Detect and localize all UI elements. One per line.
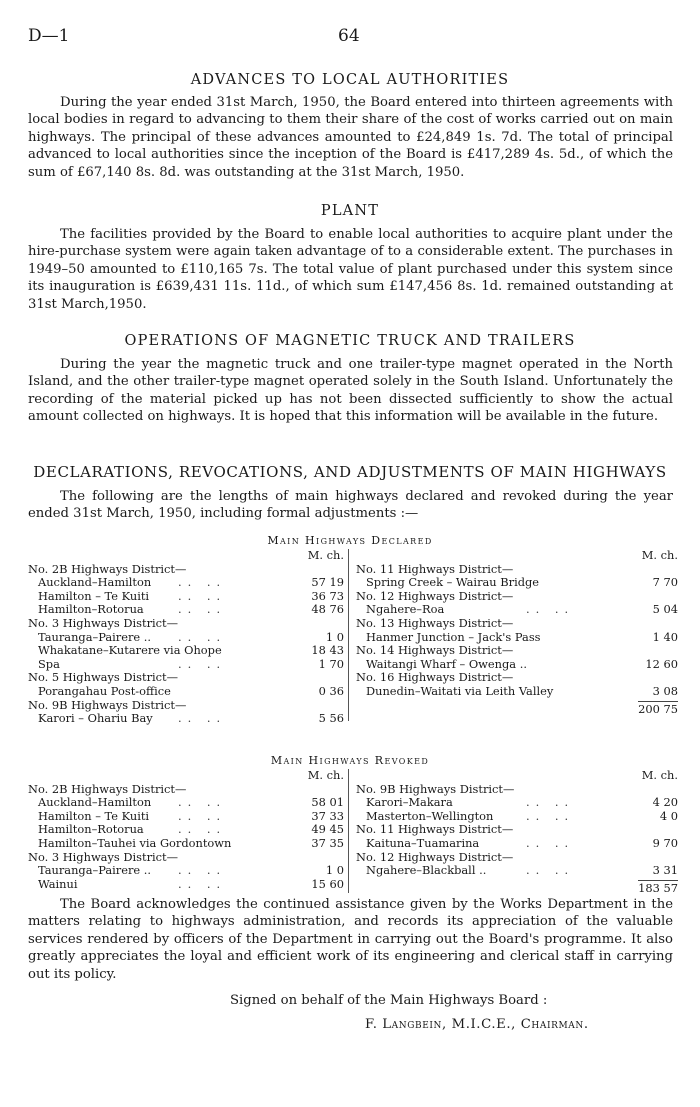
highway-row: [28, 823, 350, 837]
length-value: 5 56: [318, 711, 344, 726]
highway-row: [28, 837, 350, 851]
leader-dots: .. ..: [526, 795, 575, 810]
district-row: [356, 563, 680, 577]
highway-name: Whakatane–Kutarere via Ohope: [38, 643, 222, 658]
highway-name: Hamilton–Rotorua: [38, 822, 144, 837]
highway-row: [28, 864, 350, 878]
declarations-heading: DECLARATIONS, REVOCATIONS, AND ADJUSTMENTS OF MAIN HIGHWAYS: [33, 463, 667, 481]
length-value: 3 31: [652, 863, 678, 878]
highway-row: [28, 644, 350, 658]
acknowledgement-paragraph: [28, 896, 673, 983]
highway-name: Ngahere–Roa: [366, 602, 445, 617]
leader-dots: .. ..: [178, 575, 227, 590]
leader-dots: .. ..: [178, 863, 227, 878]
leader-dots: .. ..: [526, 808, 575, 823]
declared-total: 200 75: [638, 701, 678, 716]
length-value: 58 01: [311, 795, 344, 810]
highway-row: [356, 837, 680, 851]
district-row: [28, 851, 350, 865]
unit-label: M. ch.: [641, 548, 678, 562]
district-row: [356, 617, 680, 631]
highway-name: Hamilton – Te Kuiti: [38, 588, 150, 603]
revoked-total: 183 57: [638, 880, 678, 895]
highway-name: Karori–Makara: [366, 795, 453, 810]
length-value: 37 33: [311, 808, 344, 823]
district-row: [356, 590, 680, 604]
signatory-name: F. Langbein, M.I.C.E., Chairman.: [365, 1017, 589, 1032]
length-value: 1 0: [325, 863, 344, 878]
leader-dots: .. ..: [178, 808, 227, 823]
highway-name: No. 5 Highways District—: [28, 670, 179, 685]
plant-paragraph: [28, 226, 673, 313]
highway-row: [28, 685, 350, 699]
length-value: 15 60: [311, 876, 344, 891]
highway-name: Porangahau Post-office: [38, 683, 171, 698]
revoked-table: [28, 769, 680, 909]
highway-row: [356, 631, 680, 645]
highway-name: Hamilton – Te Kuiti: [38, 808, 150, 823]
leader-dots: .. ..: [178, 822, 227, 837]
highway-row: [356, 658, 680, 672]
district-row: [356, 644, 680, 658]
length-value: 0 36: [318, 683, 344, 698]
page-number: 64: [338, 26, 360, 46]
plant-heading: PLANT: [320, 203, 380, 219]
advances-paragraph: [28, 94, 673, 181]
length-value: 4 20: [652, 795, 678, 810]
leader-dots: .. ..: [178, 629, 227, 644]
length-value: 48 76: [311, 602, 344, 617]
length-value: 1 40: [652, 629, 678, 644]
highway-row: [28, 576, 350, 590]
advances-text: During the year ended 31st March, 1950, the Board entered into thirteen agreements with local bodies in regard to advancing to them their share of the cost of works carried out on main highways. The principal of these advances amounted to £24,849 1s. 7d. The total of principal advanced to local authorities since the inception of the Board is £417,289 4s. 5d., of which the sum of £67,140 8s. 8d. was outstanding at the 31st March, 1950.: [28, 95, 673, 180]
leader-dots: .. ..: [178, 588, 227, 603]
magnetic-paragraph: [28, 356, 673, 426]
highway-row: [356, 864, 680, 878]
highway-row: [28, 878, 350, 892]
district-row: [356, 851, 680, 865]
district-row: [356, 783, 680, 797]
leader-dots: .. ..: [526, 863, 575, 878]
highway-name: Auckland–Hamilton: [38, 795, 152, 810]
signature-line: Signed on behalf of the Main Highways Board :: [230, 993, 548, 1008]
length-value: 37 35: [311, 835, 344, 850]
length-value: 9 70: [652, 835, 678, 850]
length-value: 49 45: [311, 822, 344, 837]
leader-dots: .. ..: [178, 602, 227, 617]
highway-name: Ngahere–Blackball ..: [366, 863, 487, 878]
revoked-left-column: [28, 769, 350, 891]
highway-name: No. 12 Highways District—: [356, 588, 514, 603]
highway-row: [28, 603, 350, 617]
magnetic-heading: OPERATIONS OF MAGNETIC TRUCK AND TRAILERS: [124, 333, 576, 349]
declared-table: [28, 549, 680, 749]
length-value: 1 0: [325, 629, 344, 644]
district-row: [28, 699, 350, 713]
highway-name: Waitangi Wharf – Owenga ..: [366, 656, 527, 671]
district-row: [28, 783, 350, 797]
highway-name: Tauranga–Pairere ..: [38, 863, 152, 878]
length-value: 5 04: [652, 602, 678, 617]
length-value: 36 73: [311, 588, 344, 603]
declared-left-column: [28, 549, 350, 726]
highway-row: [28, 658, 350, 672]
highway-name: No. 3 Highways District—: [28, 849, 179, 864]
highway-name: Kaituna–Tuamarina: [366, 835, 480, 850]
declared-subheading: Main Highways Declared: [267, 534, 433, 547]
length-value: 57 19: [311, 575, 344, 590]
length-value: 3 08: [652, 683, 678, 698]
length-value: 12 60: [645, 656, 678, 671]
highway-row: [356, 810, 680, 824]
highway-row: [28, 810, 350, 824]
highway-row: [28, 712, 350, 726]
highway-name: Tauranga–Pairere ..: [38, 629, 152, 644]
length-value: 4 0: [659, 808, 678, 823]
leader-dots: .. ..: [526, 835, 575, 850]
unit-label: M. ch.: [641, 768, 678, 782]
unit-label: M. ch.: [307, 548, 344, 562]
highway-name: No. 11 Highways District—: [356, 561, 514, 576]
highway-name: Hanmer Junction – Jack's Pass: [366, 629, 541, 644]
advances-heading: ADVANCES TO LOCAL AUTHORITIES: [190, 72, 510, 88]
highway-name: Masterton–Wellington: [366, 808, 494, 823]
highway-name: No. 9B Highways District—: [356, 781, 515, 796]
leader-dots: .. ..: [526, 602, 575, 617]
district-row: [28, 671, 350, 685]
highway-name: Karori – Ohariu Bay: [38, 711, 153, 726]
highway-row: [356, 603, 680, 617]
highway-name: Spa: [38, 656, 60, 671]
highway-row: [28, 590, 350, 604]
length-value: 7 70: [652, 575, 678, 590]
highway-name: Spring Creek – Wairau Bridge: [366, 575, 540, 590]
district-row: [356, 671, 680, 685]
plant-text: The facilities provided by the Board to enable local authorities to acquire plant under the hire-purchase system were again taken advantage of to a considerable extent. The purchases in 1949–50 amounted to £110,165 7s. The total value of plant purchased under this system since its inauguration is £639,431 11s. 11d., of which sum £147,456 8s. 1d. remained outstanding at 31st March,1950.: [28, 227, 673, 312]
highway-name: No. 14 Highways District—: [356, 643, 514, 658]
declarations-paragraph: [28, 488, 673, 523]
leader-dots: .. ..: [178, 711, 227, 726]
highway-name: No. 11 Highways District—: [356, 822, 514, 837]
district-row: [28, 563, 350, 577]
highway-row: [28, 796, 350, 810]
leader-dots: .. ..: [178, 876, 227, 891]
highway-name: No. 2B Highways District—: [28, 781, 187, 796]
highway-name: Hamilton–Rotorua: [38, 602, 144, 617]
leader-dots: .. ..: [178, 656, 227, 671]
highway-row: [356, 796, 680, 810]
length-value: 18 43: [311, 643, 344, 658]
highway-name: Auckland–Hamilton: [38, 575, 152, 590]
declared-right-column: [356, 549, 680, 715]
leader-dots: .. ..: [178, 795, 227, 810]
highway-name: No. 16 Highways District—: [356, 670, 514, 685]
unit-label: M. ch.: [307, 768, 344, 782]
highway-row: [356, 576, 680, 590]
acknowledgement-text: The Board acknowledges the continued assistance given by the Works Department in the matters relating to highways administration, and records its appreciation of the valuable services rendered by officers of the Department in carrying out the Board's programme. It also greatly appreciates the loyal and efficient work of its engineering and clerical staff in carrying out its policy.: [28, 897, 673, 982]
highway-name: Wainui: [38, 876, 78, 891]
highway-name: No. 9B Highways District—: [28, 697, 187, 712]
revoked-right-column: [356, 769, 680, 894]
highway-name: No. 12 Highways District—: [356, 849, 514, 864]
revoked-subheading: Main Highways Revoked: [270, 754, 430, 767]
highway-name: No. 13 Highways District—: [356, 615, 514, 630]
highway-name: Hamilton–Tauhei via Gordontown: [38, 835, 232, 850]
magnetic-text: During the year the magnetic truck and one trailer-type magnet operated in the North Island, and the other trailer-type magnet operated solely in the South Island. Unfortunately the recording of the material picked up has not been dissected sufficiently to show the actual amount collected on highways. It is hoped that this information will be available in the future.: [28, 357, 673, 425]
length-value: 1 70: [318, 656, 344, 671]
highway-name: Dunedin–Waitati via Leith Valley: [366, 683, 554, 698]
page-header-ref: D—1: [28, 26, 70, 46]
highway-name: No. 3 Highways District—: [28, 615, 179, 630]
district-row: [356, 823, 680, 837]
highway-row: [356, 685, 680, 699]
district-row: [28, 617, 350, 631]
highway-row: [28, 631, 350, 645]
declarations-text: The following are the lengths of main highways declared and revoked during the year ended 31st March, 1950, including formal adjustments :—: [28, 489, 673, 522]
highway-name: No. 2B Highways District—: [28, 561, 187, 576]
